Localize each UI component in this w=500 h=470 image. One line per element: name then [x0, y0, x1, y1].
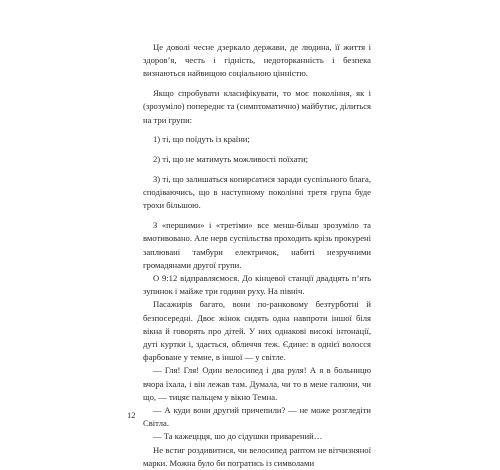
dialogue-line: — А куди вони другий причепили? — не може розгледіти Світла.	[143, 405, 371, 429]
body-text	[143, 41, 371, 470]
dialogue-line: — Гля! Гля! Один велосипед і два руля! А я в больницю вчора їхала, і він лежав там. Думала, чи то в мене галюни, чи що, — тицяє пальцем у вікно Темна.	[143, 365, 371, 402]
paragraph: Якщо спробувати класифікувати, то моє покоління, як і (зрозуміло) попереднє та (симптоматично) майбутнє, ділиться на три групи:	[143, 88, 371, 125]
list-item: 2) ті, що не матимуть можливості поїхати;	[153, 154, 309, 165]
paragraph: З «першими» і «третіми» все менш-більш зрозуміло та вмотивовано. Але нерв суспільства проходить крізь прокурені заплювані тамбури електричок, набиті незручними громадянами другої групи.	[143, 220, 371, 270]
paragraph: О 9:12 відправляємося. До кінцевої станції двадцять п’ять зупинок і майже три години руху. На північ.	[143, 273, 371, 297]
dialogue-line: — Та кажеццця, шо до сідушки приварений…	[153, 431, 323, 442]
paragraph: Пасажирів багато, вони по-ранковому безтурботні й безпосередні. Двоє жінок сидять одна навпроти іншої біля вікна й говорять про дітей. У них однакові високі інтонації, дуті куртки і, здається, обличчя теж. Єдине: в однієї волосся фарбоване у темне, в іншої — у світле.	[143, 299, 371, 363]
list-item: 1) ті, що поїдуть із країни;	[153, 134, 250, 145]
list-item: 3) ті, що залишаться копирсатися заради суспільного блага, сподіваючись, що в наступному поколінні третя група буде трохи більшою.	[143, 174, 371, 211]
paragraph: Не встиг роздивитися, чи велосипед раптом не вітчизняної марки. Можна було би погратись із символами	[143, 444, 371, 468]
page-number: 12	[127, 410, 136, 420]
paragraph: Це доволі чесне дзеркало держави, де людина, її життя і здоров’я, честь і гідність, недоторканність і безпека визнаються найвищою соціальною цінністю.	[143, 42, 371, 79]
